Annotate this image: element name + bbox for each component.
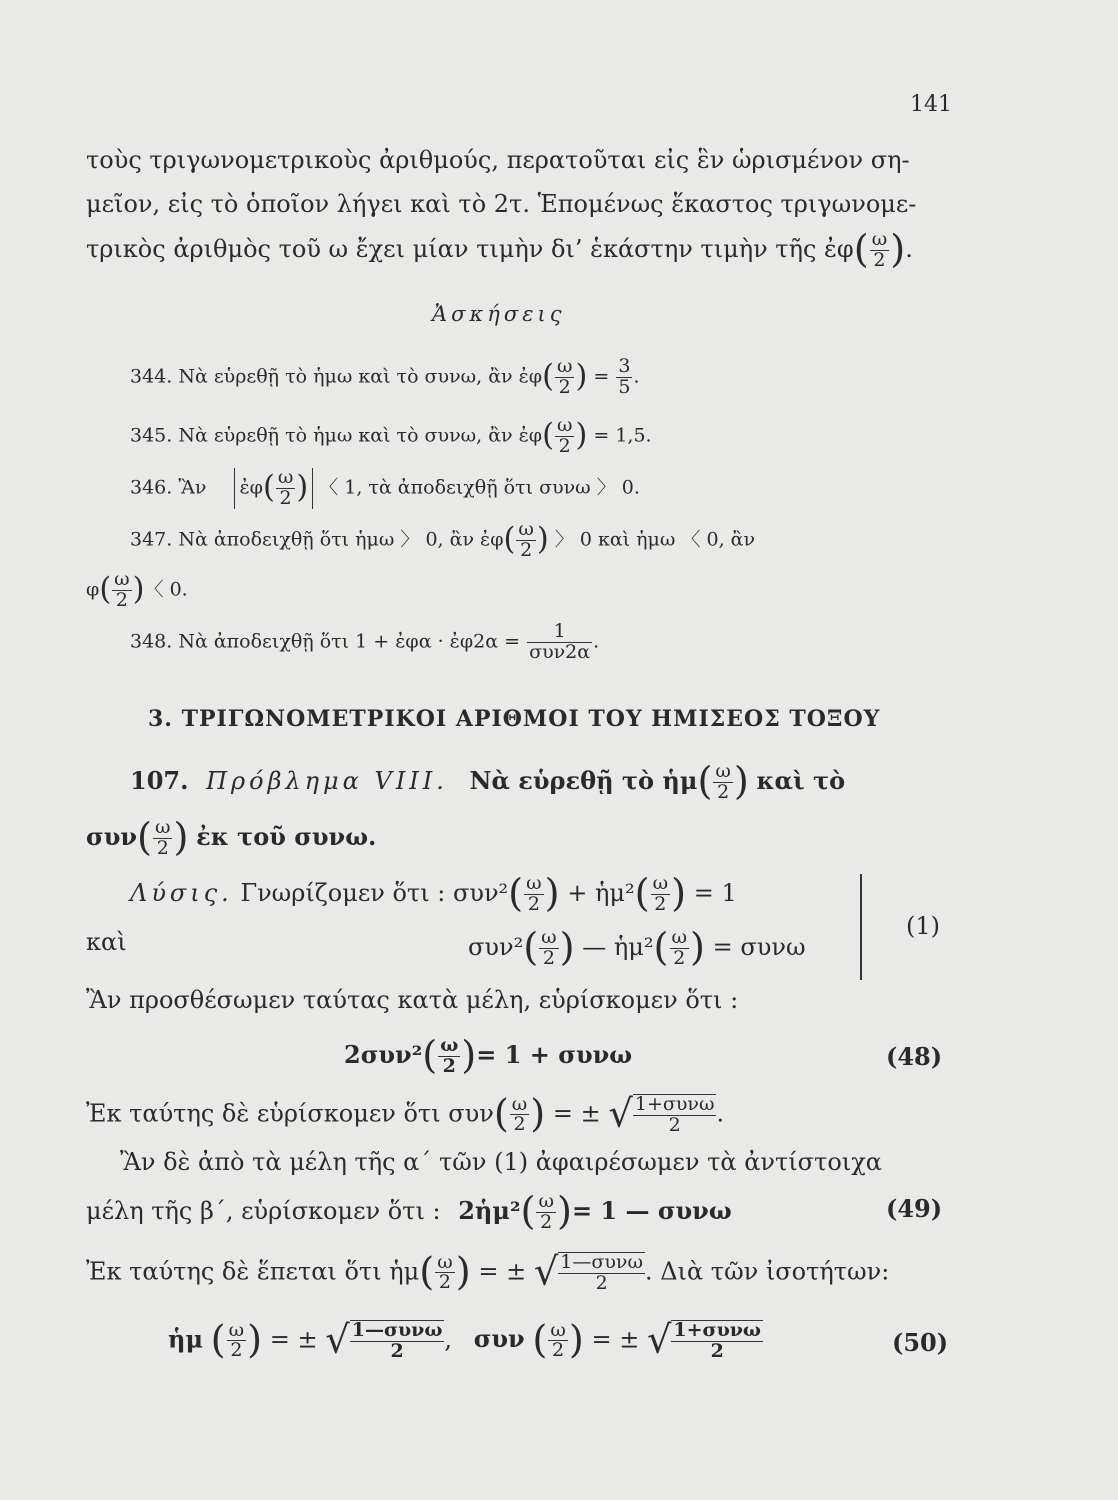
intro-line-1: τοὺς τριγωνομετρικοὺς ἀριθμούς, περατοῦται εἰς ἓν ὡρισμένον ση-: [86, 146, 910, 174]
fraction: $\frac{\omega}{2}$: [440, 1034, 459, 1077]
line-sub-1: Ἂν δὲ ἀπὸ τὰ μέλη τῆς α΄ τῶν (1) ἀφαιρέσωμεν τὰ ἀντίστοιχα: [120, 1148, 882, 1176]
line-from-1: Ἐκ ταύτης δὲ εὑρίσκομεν ὅτι συν( $\frac{\omega}{2}$ ) = ± √ $\frac{\text{1+συνω}}{2}$ .: [86, 1091, 725, 1137]
problem-line-2: συν( $\frac{\omega}{2}$ ) ἐκ τοῦ συνω.: [86, 815, 377, 861]
fraction: $\frac{\omega}{2}$: [671, 926, 688, 969]
exercise-344: 344. Νὰ εὑρεθῇ τὸ ἡμω καὶ τὸ συνω, ἂν ἐφ( $\frac{\omega}{2}$ ) = $\frac{3}{5}$ .: [130, 355, 640, 398]
page-number: 141: [910, 92, 952, 117]
fraction: $\frac{\omega}{2}$: [538, 1190, 554, 1233]
fraction-3-5: $\frac{3}{5}$: [618, 355, 631, 398]
equation-label-49: (49): [886, 1194, 943, 1223]
square-root: √ $\frac{\text{1—συνω}}{2}$: [325, 1317, 443, 1363]
fraction: $\frac{\omega}{2}$: [550, 1318, 566, 1362]
equation-50: ἡμ ( $\frac{\omega}{2}$ ) = ± √ $\frac{\text{1—συνω}}{2}$ , συν ( $\frac{\omega}{2}$ ) = ± √ $\frac{\text{1+συνω}}{2}$: [168, 1317, 762, 1363]
exercise-345: 345. Νὰ εὑρεθῇ τὸ ἡμω καὶ τὸ συνω, ἂν ἐφ( $\frac{\omega}{2}$ ) = 1,5.: [130, 414, 652, 457]
solution-eq-1: Λύσις. Γνωρίζομεν ὅτι : συν²( $\frac{\omega}{2}$ ) + ἡμ²( $\frac{\omega}{2}$ ) = 1: [130, 871, 737, 917]
line-from-2: Ἐκ ταύτης δὲ ἕπεται ὅτι ἡμ( $\frac{\omega}{2}$ ) = ± √ $\frac{\text{1—συνω}}{2}$ . Διὰ τῶν ἰσοτήτων:: [86, 1249, 890, 1295]
fraction-1-cos2a: $\frac{1}{\text{συν2α}}$: [529, 620, 591, 663]
line-add: Ἂν προσθέσωμεν ταύτας κατὰ μέλη, εὑρίσκομεν ὅτι :: [86, 986, 739, 1014]
fraction: $\frac{\omega}{2}$: [715, 760, 731, 803]
absolute-value: ἐφ( $\frac{\omega}{2}$ ): [234, 468, 313, 509]
fraction: $\frac{\omega}{2}$: [114, 568, 130, 611]
square-root: √ $\frac{\text{1+συνω}}{2}$: [646, 1317, 762, 1363]
fraction: $\frac{\omega}{2}$: [526, 872, 542, 915]
exercises-title: Ἀσκήσεις: [432, 302, 566, 326]
solution-kai: καὶ: [86, 928, 127, 956]
fraction: $\frac{\omega}{2}$: [652, 872, 669, 915]
fraction: $\frac{\omega}{2}$: [277, 466, 294, 509]
fraction: $\frac{\omega}{2}$: [556, 355, 573, 398]
fraction: $\frac{\omega}{2}$: [556, 414, 573, 457]
problem-line-1: 107. Πρόβλημα VIII. Νὰ εὑρεθῇ τὸ ἡμ( $\frac{\omega}{2}$ ) καὶ τὸ: [130, 759, 846, 805]
exercise-346: 346. Ἂν ἐφ( $\frac{\omega}{2}$ ) 〈 1, τὰ ἀποδειχθῇ ὅτι συνω 〉 0.: [130, 466, 640, 509]
equation-label-1: (1): [906, 912, 940, 940]
square-root: √ $\frac{\text{1+συνω}}{2}$: [608, 1091, 715, 1137]
intro-line-2: μεῖον, εἰς τὸ ὁποῖον λήγει καὶ τὸ 2τ. Ἑπομένως ἕκαστος τριγωνομε-: [86, 190, 917, 218]
fraction: $\frac{\omega}{2}$: [437, 1250, 453, 1294]
line-sub-2: μέλη τῆς β΄, εὑρίσκομεν ὅτι : 2ἡμ²( $\frac{\omega}{2}$ )= 1 — συνω: [86, 1189, 732, 1235]
equation-label-50: (50): [892, 1328, 949, 1357]
intro-line-3-text: τρικὸς ἀριθμὸς τοῦ ω ἔχει μίαν τιμὴν δι’ ἑκάστην τιμὴν τῆς ἐφ: [86, 234, 854, 263]
fraction: $\frac{\omega}{2}$: [541, 926, 557, 969]
system-brace: [860, 874, 862, 980]
exercise-348: 348. Νὰ ἀποδειχθῇ ὅτι 1 + ἐφα · ἐφ2α = $\frac{1}{\text{συν2α}}$ .: [130, 620, 600, 663]
equation-label-48: (48): [886, 1042, 943, 1071]
fraction: $\frac{\omega}{2}$: [228, 1318, 245, 1362]
fraction: $\frac{\omega}{2}$: [511, 1092, 528, 1136]
section-heading: 3. ΤΡΙΓΩΝΟΜΕΤΡΙΚΟΙ ΑΡΙΘΜΟΙ ΤΟΥ ΗΜΙΣΕΟΣ ΤΟΞΟΥ: [148, 706, 881, 732]
square-root: √ $\frac{\text{1—συνω}}{2}$: [533, 1249, 643, 1295]
solution-eq-2: συν²( $\frac{\omega}{2}$ ) — ἡμ²( $\frac{\omega}{2}$ ) = συνω: [468, 925, 806, 971]
fraction: $\frac{\omega}{2}$: [518, 518, 534, 561]
exercise-347: 347. Νὰ ἀποδειχθῇ ὅτι ἡμω 〉 0, ἂν ἐφ( $\frac{\omega}{2}$ ) 〉 0 καὶ ἡμω 〈 0, ἂν: [130, 518, 756, 561]
equation-48: 2συν²( $\frac{\omega}{2}$ )= 1 + συνω: [344, 1033, 633, 1079]
exercise-347-line-2: φ( $\frac{\omega}{2}$ )〈 0.: [86, 568, 188, 611]
fraction: $\frac{\omega}{2}$: [154, 816, 171, 859]
intro-line-3: τρικὸς ἀριθμὸς τοῦ ω ἔχει μίαν τιμὴν δι’ ἑκάστην τιμὴν τῆς ἐφ( $\frac{\omega}{2}$ ).: [86, 227, 913, 273]
fraction: $\frac{\omega}{2}$: [871, 228, 888, 271]
